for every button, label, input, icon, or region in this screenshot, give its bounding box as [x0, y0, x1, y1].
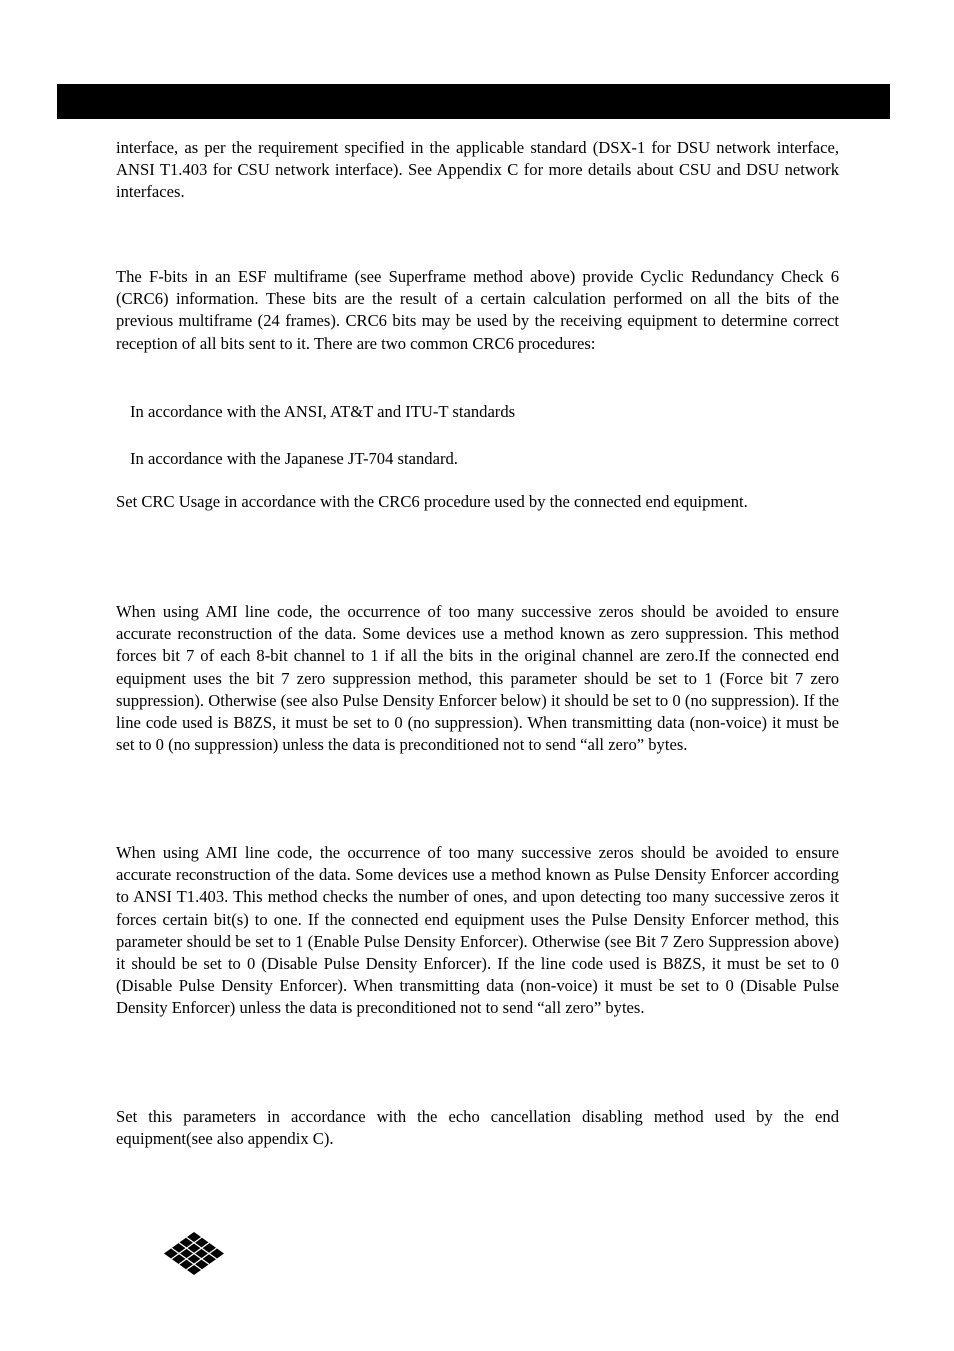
crc-option-ansi: In accordance with the ANSI, AT&T and ITU-T standards [130, 402, 516, 421]
paragraph-crc-usage: Set CRC Usage in accordance with the CRC6 procedure used by the connected end equipment. [116, 492, 748, 511]
paragraph-interface: interface, as per the requirement specified in the applicable standard (DSX-1 for DSU network interface, ANSI T1.403 for CSU network interface). See Appendix C for more details about CSU and DSU network interfaces. [116, 138, 839, 202]
header-bar [57, 84, 890, 119]
black-box-diamond-logo-icon [164, 1232, 224, 1275]
crc-option-japanese: In accordance with the Japanese JT-704 standard. [130, 449, 458, 468]
paragraph-echo-cancellation: Set this parameters in accordance with the echo cancellation disabling method used by the end equipment(see also appendix C). [116, 1107, 839, 1149]
paragraph-pulse-density-enforcer: When using AMI line code, the occurrence of too many successive zeros should be avoided to ensure accurate reconstruction of the data. Some devices use a method known as Pulse Density Enforcer according to ANSI T1.403. This method checks the number of ones, and upon detecting too many successive zeros it forces certain bit(s) to one. If the connected end equipment uses the Pulse Density Enforcer method, this parameter should be set to 1 (Enable Pulse Density Enforcer). Otherwise (see Bit 7 Zero Suppression above) it should be set to 0 (Disable Pulse Density Enforcer). If the line code used is B8ZS, it must be set to 0 (Disable Pulse Density Enforcer). When transmitting data (non-voice) it must be set to 0 (Disable Pulse Density Enforcer) unless the data is preconditioned not to send “all zero” bytes. [116, 843, 839, 1018]
paragraph-bit7-zero-suppression: When using AMI line code, the occurrence of too many successive zeros should be avoided to ensure accurate reconstruction of the data. Some devices use a method known as zero suppression. This method forces bit 7 of each 8-bit channel to 1 if all the bits in the original channel are zero.If the connected end equipment uses the bit 7 zero suppression method, this parameter should be set to 1 (Force bit 7 zero suppression). Otherwise (see also Pulse Density Enforcer below) it should be set to 0 (no suppression). If the line code used is B8ZS, it must be set to 0 (no suppression). When transmitting data (non-voice) it must be set to 0 (no suppression) unless the data is preconditioned not to send “all zero” bytes. [116, 602, 839, 755]
paragraph-crc6: The F-bits in an ESF multiframe (see Superframe method above) provide Cyclic Redundancy Check 6 (CRC6) information. These bits are the result of a certain calculation performed on all the bits of the previous multiframe (24 frames). CRC6 bits may be used by the receiving equipment to determine correct reception of all bits sent to it. There are two common CRC6 procedures: [116, 267, 839, 353]
